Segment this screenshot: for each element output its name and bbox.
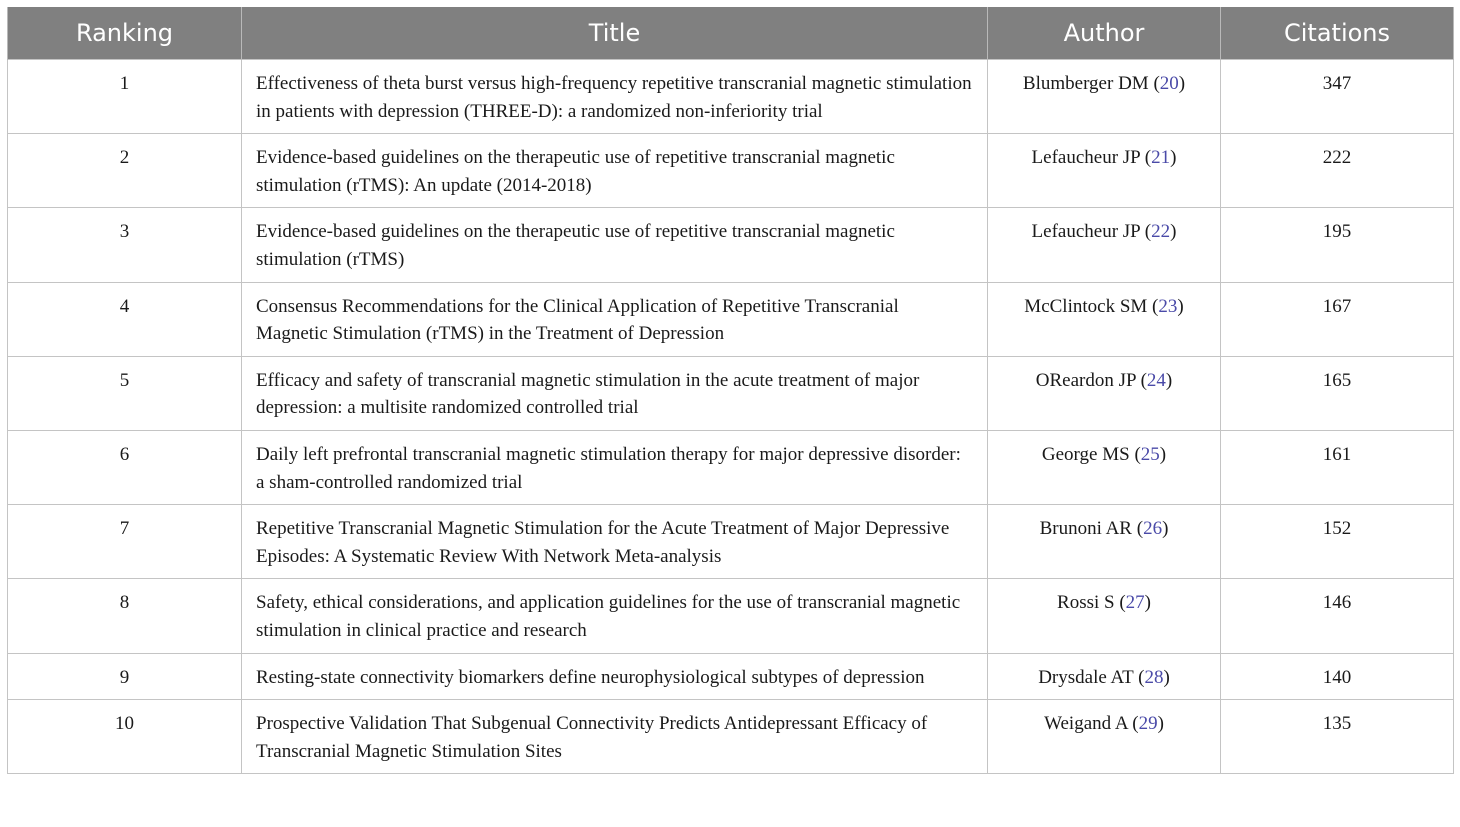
table-row <box>8 430 1454 504</box>
table-row <box>8 700 1454 774</box>
citations-cell: 222 <box>1221 134 1454 208</box>
table-header-row <box>8 7 1454 60</box>
table-row <box>8 60 1454 134</box>
title-cell: Prospective Validation That Subgenual Connectivity Predicts Antidepressant Efficacy of Transcranial Magnetic Stimulation Sites <box>242 700 988 774</box>
title-cell: Evidence-based guidelines on the therapeutic use of repetitive transcranial magnetic stimulation (rTMS) <box>242 208 988 282</box>
author-cell: Drysdale AT (28) <box>988 653 1221 700</box>
ranking-cell: 8 <box>8 579 242 653</box>
citations-cell: 146 <box>1221 579 1454 653</box>
ranking-cell: 1 <box>8 60 242 134</box>
author-name: Drysdale AT <box>1038 666 1134 688</box>
reference-link[interactable]: 22 <box>1151 221 1171 243</box>
table-row <box>8 356 1454 430</box>
reference-link[interactable]: 24 <box>1146 369 1166 391</box>
author-name: George MS <box>1041 443 1130 465</box>
table-row <box>8 208 1454 282</box>
citations-cell: 135 <box>1221 700 1454 774</box>
citations-cell: 140 <box>1221 653 1454 700</box>
reference-link[interactable]: 21 <box>1151 147 1171 169</box>
title-cell: Safety, ethical considerations, and application guidelines for the use of transcranial magnetic stimulation in clinical practice and research <box>242 579 988 653</box>
author-cell: Rossi S (27) <box>988 579 1221 653</box>
author-cell: OReardon JP (24) <box>988 356 1221 430</box>
author-cell: McClintock SM (23) <box>988 282 1221 356</box>
reference-link[interactable]: 29 <box>1138 713 1158 735</box>
title-cell: Repetitive Transcranial Magnetic Stimulation for the Acute Treatment of Major Depressive Episodes: A Systematic Review With Network Meta-analysis <box>242 505 988 579</box>
title-cell: Effectiveness of theta burst versus high-frequency repetitive transcranial magnetic stimulation in patients with depression (THREE-D): a randomized non-inferiority trial <box>242 60 988 134</box>
table-row <box>8 579 1454 653</box>
title-cell: Evidence-based guidelines on the therapeutic use of repetitive transcranial magnetic stimulation (rTMS): An update (2014-2018) <box>242 134 988 208</box>
citations-cell: 161 <box>1221 430 1454 504</box>
reference-link[interactable]: 25 <box>1140 443 1160 465</box>
table-row <box>8 134 1454 208</box>
title-cell: Resting-state connectivity biomarkers define neurophysiological subtypes of depression <box>242 653 988 700</box>
header-citations: Citations <box>1221 7 1454 60</box>
author-name: Rossi S <box>1057 592 1115 614</box>
author-cell: Blumberger DM (20) <box>988 60 1221 134</box>
table-row <box>8 653 1454 700</box>
table-row <box>8 282 1454 356</box>
title-cell: Consensus Recommendations for the Clinical Application of Repetitive Transcranial Magnetic Stimulation (rTMS) in the Treatment of Depression <box>242 282 988 356</box>
header-title: Title <box>242 7 988 60</box>
title-cell: Efficacy and safety of transcranial magnetic stimulation in the acute treatment of major depression: a multisite randomized controlled trial <box>242 356 988 430</box>
title-cell: Daily left prefrontal transcranial magnetic stimulation therapy for major depressive disorder: a sham-controlled randomized trial <box>242 430 988 504</box>
author-name: Lefaucheur JP <box>1031 147 1141 169</box>
author-cell: Lefaucheur JP (22) <box>988 208 1221 282</box>
ranking-cell: 3 <box>8 208 242 282</box>
citations-cell: 152 <box>1221 505 1454 579</box>
author-name: Weigand A <box>1044 713 1128 735</box>
citations-cell: 347 <box>1221 60 1454 134</box>
ranking-cell: 2 <box>8 134 242 208</box>
citations-cell: 167 <box>1221 282 1454 356</box>
ranking-cell: 4 <box>8 282 242 356</box>
reference-link[interactable]: 27 <box>1125 592 1145 614</box>
citations-cell: 165 <box>1221 356 1454 430</box>
author-cell: Brunoni AR (26) <box>988 505 1221 579</box>
header-author: Author <box>988 7 1221 60</box>
reference-link[interactable]: 28 <box>1144 666 1164 688</box>
author-cell: George MS (25) <box>988 430 1221 504</box>
ranking-cell: 5 <box>8 356 242 430</box>
author-name: Blumberger DM <box>1022 73 1149 94</box>
ranking-cell: 9 <box>8 653 242 700</box>
author-name: OReardon JP <box>1035 369 1136 391</box>
author-name: Brunoni AR <box>1039 518 1132 540</box>
author-cell: Weigand A (29) <box>988 700 1221 774</box>
author-name: McClintock SM <box>1024 295 1148 317</box>
header-ranking: Ranking <box>8 7 242 60</box>
table-row <box>8 505 1454 579</box>
reference-link[interactable]: 20 <box>1159 73 1179 94</box>
reference-link[interactable]: 26 <box>1143 518 1163 540</box>
ranking-cell: 10 <box>8 700 242 774</box>
citations-table <box>7 7 1454 774</box>
author-name: Lefaucheur JP <box>1031 221 1141 243</box>
citations-cell: 195 <box>1221 208 1454 282</box>
ranking-cell: 6 <box>8 430 242 504</box>
ranking-cell: 7 <box>8 505 242 579</box>
reference-link[interactable]: 23 <box>1158 295 1178 317</box>
author-cell: Lefaucheur JP (21) <box>988 134 1221 208</box>
